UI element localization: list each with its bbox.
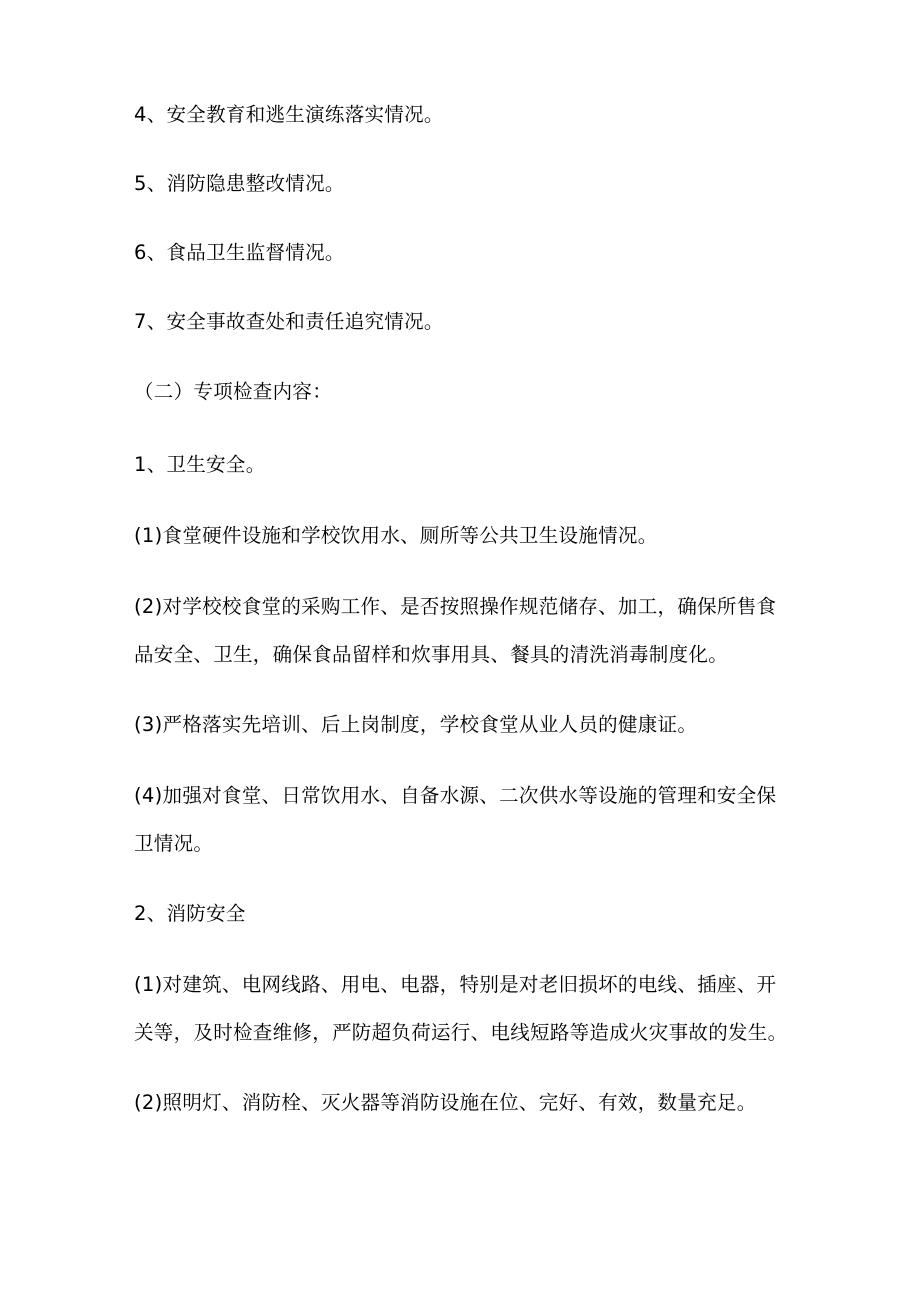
text-line: (4)加强对食堂、日常饮用水、自备水源、二次供水等设施的管理和安全保 [134, 784, 777, 807]
text-line: 2、消防安全 [134, 902, 246, 925]
text-line: 4、安全教育和逃生演练落实情况。 [134, 103, 444, 126]
paragraph-item-5 [134, 160, 814, 208]
paragraph-item-6 [134, 229, 814, 277]
text-line: (1)食堂硬件设施和学校饮用水、厕所等公共卫生设施情况。 [134, 524, 658, 547]
text-line: (1)对建筑、电网线路、用电、电器，特别是对老旧损坏的电线、插座、开 [134, 973, 777, 996]
text-line: 1、卫生安全。 [134, 453, 266, 476]
paragraph-hygiene-2 [134, 583, 814, 679]
paragraph-item-7 [134, 298, 814, 346]
text-line: 卫情况。 [134, 832, 214, 855]
section-heading-special-inspection [134, 368, 814, 416]
text-line: (2)对学校校食堂的采购工作、是否按照操作规范储存、加工，确保所售食 [134, 595, 777, 618]
text-line: 5、消防隐患整改情况。 [134, 172, 345, 195]
text-line: 6、食品卫生监督情况。 [134, 241, 345, 264]
paragraph-hygiene-3 [134, 701, 814, 749]
paragraph-hygiene-4 [134, 772, 814, 868]
paragraph-fire-2 [134, 1079, 814, 1127]
text-line: (2)照明灯、消防栓、灭火器等消防设施在位、完好、有效，数量充足。 [134, 1091, 757, 1114]
subsection-hygiene-safety [134, 441, 814, 489]
text-line: (3)严格落实先培训、后上岗制度，学校食堂从业人员的健康证。 [134, 713, 698, 736]
paragraph-hygiene-1 [134, 512, 814, 560]
paragraph-item-4 [134, 91, 814, 139]
text-line: 品安全、卫生，确保食品留样和炊事用具、餐具的清洗消毒制度化。 [134, 643, 729, 666]
subsection-fire-safety [134, 890, 814, 938]
text-line: （二）专项检查内容： [134, 380, 333, 403]
text-line: 7、安全事故查处和责任追究情况。 [134, 310, 444, 333]
text-line: 关等，及时检查维修，严防超负荷运行、电线短路等造成火灾事故的发生。 [134, 1021, 788, 1044]
paragraph-fire-1 [134, 961, 814, 1057]
